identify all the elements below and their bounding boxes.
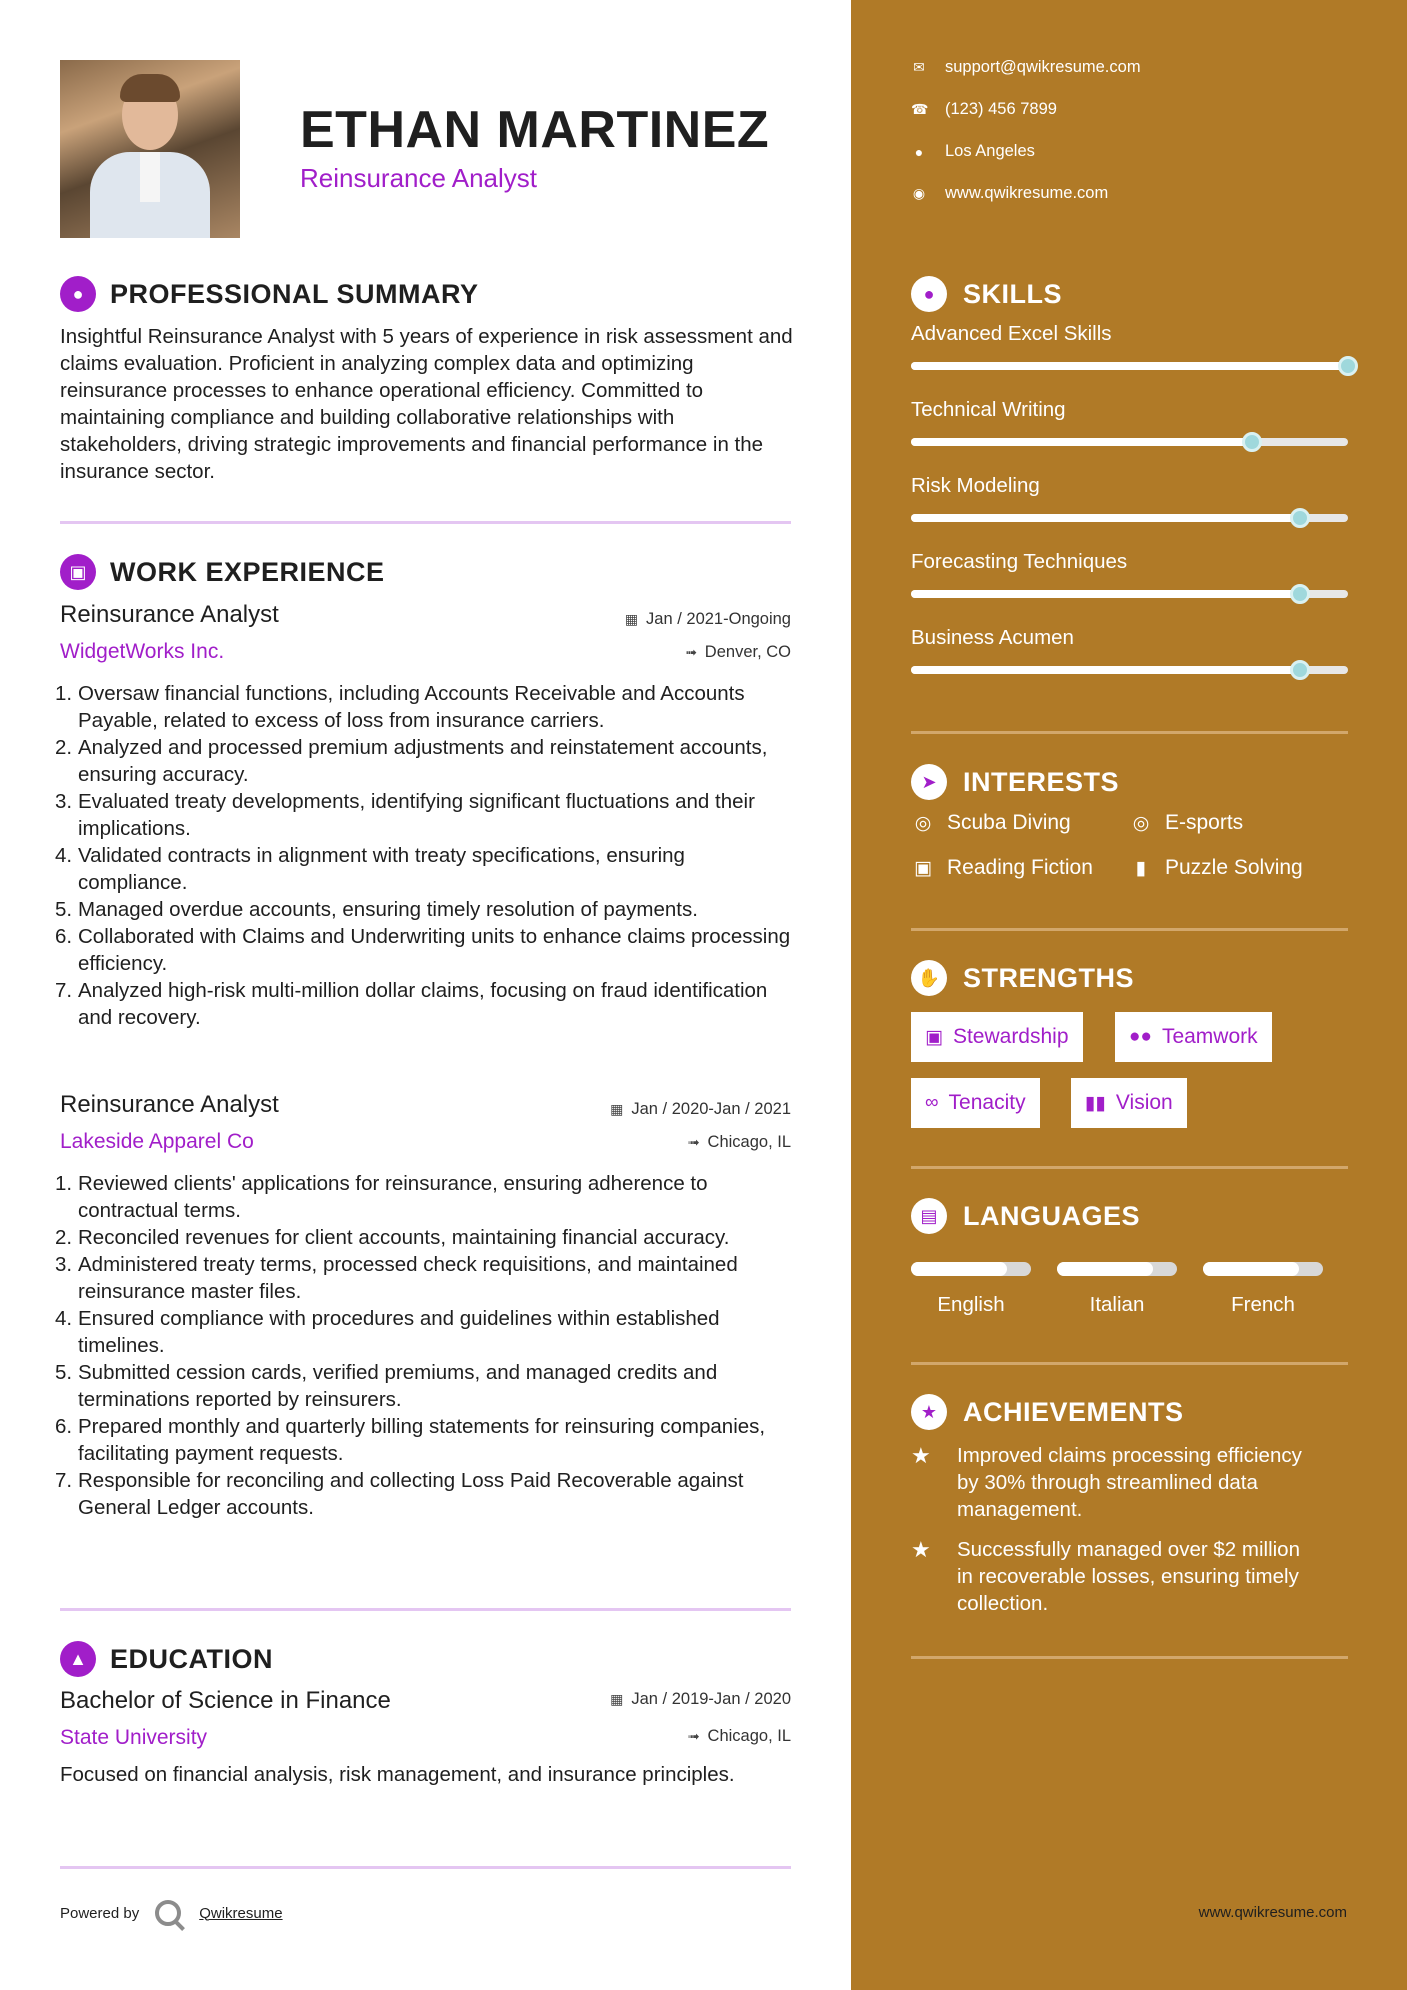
- skill-name: Advanced Excel Skills: [911, 322, 1112, 345]
- skill-slider-knob[interactable]: [1242, 432, 1262, 452]
- interest-item: [911, 856, 1093, 880]
- strength-label: Teamwork: [1161, 1025, 1258, 1048]
- school-name: State University: [60, 1726, 208, 1749]
- bullet-text: Managed overdue accounts, ensuring timely resolution of payments.: [78, 898, 698, 921]
- globe-icon: ◉: [912, 185, 926, 201]
- bullet-text: Analyzed and processed premium adjustments and reinstatement accounts, ensuring accuracy.: [78, 736, 768, 786]
- experience-title: WORK EXPERIENCE: [110, 556, 385, 587]
- summary-title: PROFESSIONAL SUMMARY: [110, 278, 479, 309]
- job-date-text: Jan / 2021-Ongoing: [646, 610, 791, 628]
- divider: [911, 731, 1348, 734]
- achievements-title: ACHIEVEMENTS: [963, 1396, 1184, 1427]
- pin-icon: ➟: [685, 644, 697, 660]
- candidate-name: ETHAN MARTINEZ: [300, 101, 770, 159]
- bullet-text: Oversaw financial functions, including Accounts Receivable and Accounts Payable, related to excess of loss from insurance carriers.: [78, 682, 745, 732]
- education-date-text: Jan / 2019-Jan / 2020: [631, 1690, 791, 1708]
- skill-bar: [911, 438, 1348, 446]
- interest-label: Puzzle Solving: [1165, 856, 1303, 879]
- strength-label: Stewardship: [952, 1025, 1069, 1048]
- bullet-item: [55, 1170, 800, 1224]
- bullet-text: Collaborated with Claims and Underwriting units to enhance claims processing efficiency.: [78, 925, 791, 975]
- qwikresume-logo-icon: [155, 1900, 181, 1926]
- shooting-star-icon: ★: [911, 1537, 931, 1562]
- education-title: EDUCATION: [110, 1643, 273, 1674]
- bullet-number: 6.: [55, 925, 73, 948]
- interests-title: INTERESTS: [963, 766, 1120, 797]
- bullet-item: [55, 923, 800, 977]
- bullet-item: [55, 1305, 800, 1359]
- link-icon: ∞: [925, 1092, 939, 1113]
- calendar-icon: ▦: [624, 611, 639, 627]
- chair-icon: ▣: [60, 554, 96, 590]
- skill-bar-fill: [911, 666, 1300, 674]
- bullet-item: [55, 896, 800, 923]
- bullet-item: [55, 680, 800, 734]
- language-name: English: [937, 1293, 1005, 1316]
- bullet-item: [55, 1359, 800, 1413]
- job-date: [610, 1100, 791, 1119]
- strength-label: Tenacity: [948, 1091, 1026, 1114]
- bullet-text: Reconciled revenues for client accounts, maintaining financial accuracy.: [78, 1226, 730, 1249]
- bullet-item: [55, 734, 800, 788]
- job-title: Reinsurance Analyst: [60, 601, 279, 628]
- skills-title: SKILLS: [963, 278, 1063, 309]
- language-bar-fill: [911, 1262, 1007, 1276]
- strengths-title: STRENGTHS: [963, 962, 1135, 993]
- powered-by: [60, 1900, 283, 1926]
- job-date-text: Jan / 2020-Jan / 2021: [631, 1100, 791, 1118]
- bullet-text: Prepared monthly and quarterly billing statements for reinsuring companies, facilitating payment requests.: [78, 1415, 766, 1465]
- skill-bar-fill: [911, 514, 1300, 522]
- bullet-number: 6.: [55, 1415, 73, 1438]
- gamepad-icon: ▣: [914, 857, 932, 879]
- bullet-item: [55, 842, 800, 896]
- skill-name: Risk Modeling: [911, 474, 1040, 497]
- bullet-text: Ensured compliance with procedures and guidelines within established timelines.: [78, 1307, 720, 1357]
- experience-heading: [60, 554, 385, 590]
- language-bar-fill: [1057, 1262, 1153, 1276]
- bullet-item: [55, 1413, 800, 1467]
- skill-bar: [911, 514, 1348, 522]
- skill-slider-knob[interactable]: [1290, 508, 1310, 528]
- powered-by-label: Powered by: [60, 1904, 140, 1922]
- envelope-icon: ✉: [913, 59, 925, 75]
- language-bar: [1057, 1262, 1177, 1276]
- skill-slider-knob[interactable]: [1290, 660, 1310, 680]
- skill-bar-fill: [911, 438, 1252, 446]
- calendar-icon: ▦: [610, 1101, 624, 1117]
- job-location-text: Chicago, IL: [707, 1133, 791, 1151]
- bullet-text: Evaluated treaty developments, identifying significant fluctuations and their implications.: [78, 790, 755, 840]
- bullet-number: 3.: [55, 790, 73, 813]
- summary-heading: [60, 276, 479, 312]
- pin-icon: ➟: [687, 1728, 700, 1744]
- shooting-star-icon: ★: [911, 1443, 931, 1468]
- skill-name: Business Acumen: [911, 626, 1074, 649]
- divider: [60, 1608, 791, 1611]
- languages-title: LANGUAGES: [963, 1200, 1141, 1231]
- contact-email-text: support@qwikresume.com: [945, 58, 1141, 76]
- job-location-text: Denver, CO: [704, 643, 791, 661]
- bullet-text: Reviewed clients' applications for reinsurance, ensuring adherence to contractual terms.: [78, 1172, 708, 1222]
- skill-name: Forecasting Techniques: [911, 550, 1128, 573]
- skill-slider-knob[interactable]: [1290, 584, 1310, 604]
- achievement-item: [911, 1536, 1311, 1617]
- job-company: WidgetWorks Inc.: [60, 640, 225, 663]
- divider: [911, 928, 1348, 931]
- bullet-item: [55, 1251, 800, 1305]
- bullet-text: Validated contracts in alignment with treaty specifications, ensuring compliance.: [78, 844, 685, 894]
- user-icon: ●: [60, 276, 96, 312]
- calendar-icon: ▦: [610, 1691, 624, 1707]
- skill-slider-knob[interactable]: [1338, 356, 1358, 376]
- divider: [911, 1166, 1348, 1169]
- achievement-item: [911, 1442, 1311, 1523]
- interest-label: E-sports: [1165, 811, 1244, 834]
- bullet-number: 2.: [55, 1226, 73, 1249]
- strength-chip: [1071, 1078, 1187, 1128]
- language-bar: [911, 1262, 1031, 1276]
- contact-phone[interactable]: [911, 100, 1057, 119]
- summary-text: Insightful Reinsurance Analyst with 5 years of experience in risk assessment and claims evaluation. Proficient in analyzing complex data and optimizing reinsurance processes to enhance operational efficiency. Committed to maintaining compliance and building collaborative relationships with stakeholders, driving strategic improvements and financial performance in the insurance sector.: [60, 325, 793, 483]
- languages-heading: [911, 1198, 1140, 1234]
- achievement-text: Improved claims processing efficiency by 30% through streamlined data management.: [957, 1444, 1302, 1521]
- education-location: [688, 1727, 791, 1746]
- bullet-number: 1.: [55, 1172, 73, 1195]
- bullet-text: Responsible for reconciling and collecting Loss Paid Recoverable against General Ledger accounts.: [78, 1469, 744, 1519]
- education-description: Focused on financial analysis, risk management, and insurance principles.: [60, 1763, 735, 1786]
- language-name: Italian: [1089, 1293, 1145, 1316]
- fist-icon: ✋: [911, 960, 947, 996]
- qwikresume-link[interactable]: Qwikresume: [199, 1904, 283, 1922]
- job-bullets: [55, 1170, 800, 1521]
- divider: [911, 1362, 1348, 1365]
- star-badge-icon: ★: [911, 1394, 947, 1430]
- bullet-number: 2.: [55, 736, 73, 759]
- interest-item: [911, 811, 1071, 835]
- contact-website[interactable]: [911, 184, 1108, 203]
- education-date: [610, 1690, 791, 1709]
- translate-icon: ▤: [911, 1198, 947, 1234]
- job-title: Reinsurance Analyst: [60, 1091, 279, 1118]
- divider: [911, 1656, 1348, 1659]
- bullet-item: [55, 1467, 800, 1521]
- bullet-number: 4.: [55, 1307, 73, 1330]
- degree-title: Bachelor of Science in Finance: [60, 1687, 391, 1714]
- pin-icon: ➟: [687, 1134, 700, 1150]
- bullet-number: 3.: [55, 1253, 73, 1276]
- graduation-icon: ▲: [60, 1641, 96, 1677]
- job-location: [688, 1133, 791, 1152]
- language-bar: [1203, 1262, 1323, 1276]
- job-bullets: [55, 680, 800, 1031]
- strength-chip: [1115, 1012, 1272, 1062]
- skill-bar-fill: [911, 590, 1300, 598]
- job-company: Lakeside Apparel Co: [60, 1130, 254, 1153]
- strength-chip: [911, 1012, 1083, 1062]
- interest-item: [1129, 856, 1303, 880]
- divider: [60, 521, 791, 524]
- users-icon: ●●: [1129, 1026, 1152, 1047]
- interest-label: Reading Fiction: [947, 856, 1093, 879]
- skill-bar: [911, 362, 1348, 370]
- book-icon: ▮: [1135, 857, 1147, 879]
- divider: [60, 1866, 791, 1869]
- candidate-role: Reinsurance Analyst: [300, 163, 538, 193]
- bullet-item: [55, 788, 800, 842]
- bullet-number: 7.: [55, 979, 73, 1002]
- achievements-heading: [911, 1394, 1184, 1430]
- bullet-number: 1.: [55, 682, 73, 705]
- skill-name: Technical Writing: [911, 398, 1066, 421]
- life-ring-icon: ◎: [914, 812, 932, 834]
- education-heading: [60, 1641, 273, 1677]
- bullet-item: [55, 1224, 800, 1251]
- footer-website[interactable]: www.qwikresume.com: [1198, 1904, 1347, 1921]
- phone-icon: ☎: [911, 101, 929, 117]
- binoculars-icon: ▮▮: [1085, 1092, 1106, 1114]
- achievement-text: Successfully managed over $2 million in recoverable losses, ensuring timely collection.: [957, 1538, 1300, 1615]
- bullet-text: Submitted cession cards, verified premiums, and managed credits and terminations reported by reinsurers.: [78, 1361, 718, 1411]
- map-pin-icon: ●: [914, 143, 924, 160]
- interest-item: [1129, 811, 1243, 835]
- contact-location: [911, 142, 1035, 161]
- contact-website-text: www.qwikresume.com: [945, 184, 1109, 202]
- bullet-number: 4.: [55, 844, 73, 867]
- strength-chip: [911, 1078, 1040, 1128]
- bullet-text: Analyzed high-risk multi-million dollar claims, focusing on fraud identification and recovery.: [78, 979, 768, 1029]
- skill-bar: [911, 590, 1348, 598]
- lightbulb-icon: ●: [911, 276, 947, 312]
- job-date: [625, 610, 791, 629]
- strengths-heading: [911, 960, 1134, 996]
- briefcase-icon: ▣: [925, 1026, 943, 1048]
- skills-heading: [911, 276, 1062, 312]
- profile-photo: [60, 60, 240, 238]
- language-name: French: [1231, 1293, 1295, 1316]
- bullet-number: 5.: [55, 898, 73, 921]
- contact-location-text: Los Angeles: [945, 142, 1035, 160]
- life-ring-icon: ◎: [1132, 812, 1150, 834]
- bullet-number: 7.: [55, 1469, 73, 1492]
- sidebar: [851, 0, 1407, 1990]
- interests-heading: [911, 764, 1119, 800]
- skill-bar-fill: [911, 362, 1348, 370]
- bullet-item: [55, 977, 800, 1031]
- contact-phone-text: (123) 456 7899: [945, 100, 1057, 118]
- bullet-number: 5.: [55, 1361, 73, 1384]
- language-bar-fill: [1203, 1262, 1299, 1276]
- education-location-text: Chicago, IL: [707, 1727, 791, 1745]
- job-location: [685, 643, 791, 662]
- skill-bar: [911, 666, 1348, 674]
- interest-label: Scuba Diving: [947, 811, 1071, 834]
- paper-plane-icon: ➤: [911, 764, 947, 800]
- strength-label: Vision: [1115, 1091, 1173, 1114]
- bullet-text: Administered treaty terms, processed check requisitions, and maintained reinsurance master files.: [78, 1253, 738, 1303]
- contact-email[interactable]: [911, 58, 1141, 77]
